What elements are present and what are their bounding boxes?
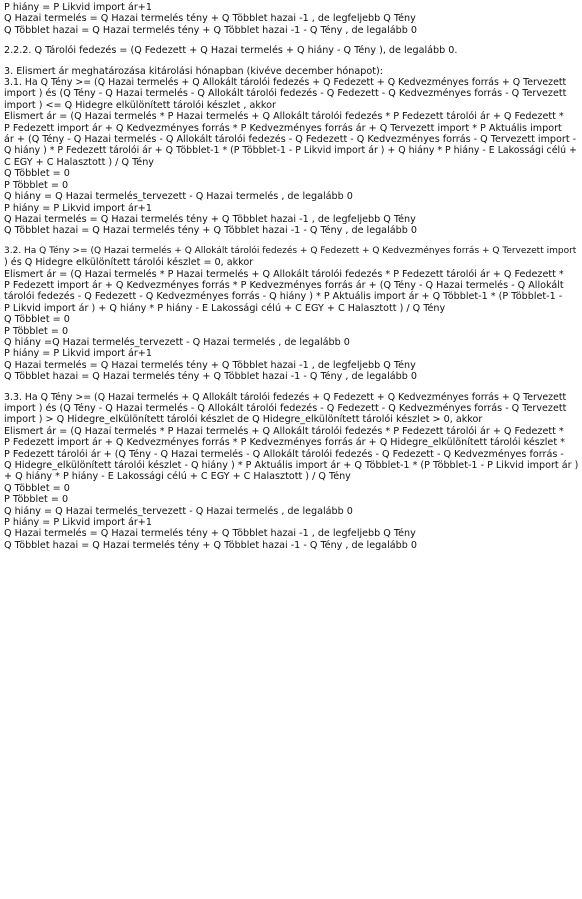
formula-line: Q Hazai termelés = Q Hazai termelés tény + Q Többlet hazai -1 , de legfeljebb Q Tény [4,13,416,25]
formula-line: P Többlet = 0 [4,179,69,191]
formula-line: P hiány = P Likvid import ár+1 [4,2,152,13]
formula-line: import ) > Q Hidegre_elkülönített tárolói készlet de Q Hidegre_elkülönített tárolói készlet > 0, akkor [4,414,483,426]
formula-line: Q Hidegre_elkülönített tárolói készlet - Q hiány ) * P Aktuális import ár + Q Többlet-1 * (P Többlet-1 - P Likvid import ár ) [4,460,579,472]
formula-line: P hiány = P Likvid import ár+1 [4,348,152,360]
formula-line: P Fedezett tárolói ár + (Q Tény - Q Hazai termelés - Q Allokált tárolói fedezés - Q Fedezett - Q Kedvezményes forrás - [4,448,564,460]
spacer [4,36,578,45]
formula-line: P Fedezett import ár + Q Kedvezményes forrás * P Kedvezményes forrás ár + Q Hidegre_elkülönített tárolói készlet * [4,437,565,449]
formula-line: Q Hazai termelés = Q Hazai termelés tény + Q Többlet hazai -1 , de legfeljebb Q Tény [4,359,416,371]
spacer [4,383,578,392]
formula-line: C EGY + C Halasztott ) / Q Tény [4,156,154,168]
formula-line: Q Többlet hazai = Q Hazai termelés tény + Q Többlet hazai -1 - Q Tény , de legalább 0 [4,225,417,237]
section-heading-3-2: 3.2. Ha Q Tény >= (Q Hazai termelés + Q Allokált tárolói fedezés + Q Fedezett + Q Kedvezményes forrás + Q Tervezett import [4,245,577,256]
formula-line: Q Többlet = 0 [4,168,70,180]
formula-line: import ) és (Q Tény - Q Hazai termelés - Q Allokált tárolói fedezés - Q Fedezett - Q Kedvezményes forrás - Q Tervezett [4,403,567,414]
section-heading-3: 3. Elismert ár meghatározása kitárolási hónapban (kivéve december hónapot): [4,65,383,77]
formula-line: Q hiány = Q Hazai termelés_tervezett - Q Hazai termelés , de legalább 0 [4,191,353,203]
spacer [4,57,578,66]
formula-line: Q Többlet = 0 [4,314,70,326]
formula-line: Q Többlet hazai = Q Hazai termelés tény + Q Többlet hazai -1 - Q Tény , de legalább 0 [4,371,417,383]
formula-line: P hiány = P Likvid import ár+1 [4,202,152,214]
formula-line: P Többlet = 0 [4,325,69,337]
formula-line: import ) <= Q Hidegre elkülönített tárolói készlet , akkor [4,99,276,111]
formula-line: Q Hazai termelés = Q Hazai termelés tény + Q Többlet hazai -1 , de legfeljebb Q Tény [4,213,416,225]
section-heading-2-2-2: 2.2.2. Q Tárolói fedezés = (Q Fedezett + Q Hazai termelés + Q hiány - Q Tény ), de legalább 0. [4,45,458,57]
spacer [4,237,578,246]
formula-line: P Fedezett import ár + Q Kedvezményes forrás * P Kedvezményes forrás ár + Q Tervezett import * P Aktuális import [4,122,562,134]
section-heading-3-3: 3.3. Ha Q Tény >= (Q Hazai termelés + Q Allokált tárolói fedezés + Q Fedezett + Q Kedvezményes forrás + Q Tervezett [4,391,567,403]
formula-line: tárolói fedezés - Q Fedezett - Q Kedvezményes forrás - Q hiány ) * P Aktuális import ár + Q Többlet-1 * (P Többlet-1 - [4,291,563,303]
section-heading-3-1: 3.1. Ha Q Tény >= (Q Hazai termelés + Q Allokált tárolói fedezés + Q Fedezett + Q Kedvezményes forrás + Q Tervezett [4,77,567,89]
formula-line: Elismert ár = (Q Hazai termelés * P Hazai termelés + Q Allokált tárolói fedezés * P Fedezett tárolói ár + Q Fedezett * [4,425,564,437]
formula-line: P Likvid import ár ) + Q hiány * P hiány - E Lakossági célú + C EGY + C Halasztott ) / Q Tény [4,302,446,314]
formula-line: P Többlet = 0 [4,494,69,506]
formula-line: P hiány = P Likvid import ár+1 [4,517,152,529]
formula-line: Q Többlet = 0 [4,482,70,494]
formula-line: ár + (Q Tény - Q Hazai termelés - Q Allokált tárolói fedezés - Q Fedezett - Q Kedvezményes forrás - Q Tervezett import - [4,134,577,146]
formula-line: Elismert ár = (Q Hazai termelés * P Hazai termelés + Q Allokált tárolói fedezés * P Fedezett tárolói ár + Q Fedezett * [4,111,564,123]
formula-line: Q hiány =Q Hazai termelés_tervezett - Q Hazai termelés , de legalább 0 [4,336,350,348]
formula-line: Q Többlet hazai = Q Hazai termelés tény + Q Többlet hazai -1 - Q Tény , de legalább 0 [4,539,417,551]
formula-line: Elismert ár = (Q Hazai termelés * P Hazai termelés + Q Allokált tárolói fedezés * P Fedezett tárolói ár + Q Fedezett * [4,268,564,280]
formula-line: + Q hiány * P hiány - E Lakossági célú + C EGY + C Halasztott ) / Q Tény [4,471,351,483]
formula-line: Q hiány = Q Hazai termelés_tervezett - Q Hazai termelés , de legalább 0 [4,505,353,517]
formula-line: Q Többlet hazai = Q Hazai termelés tény + Q Többlet hazai -1 - Q Tény , de legalább 0 [4,24,417,36]
formula-line: ) és Q Hidegre elkülönített tárolói készlet = 0, akkor [4,257,254,269]
formula-line: Q hiány ) * P Fedezett tárolói ár + Q Többlet-1 * (P Többlet-1 - P Likvid import ár ) + Q hiány * P hiány - E Lakossági célú + [4,145,577,157]
formula-line: Q Hazai termelés = Q Hazai termelés tény + Q Többlet hazai -1 , de legfeljebb Q Tény [4,528,416,540]
formula-line: import ) és (Q Tény - Q Hazai termelés - Q Allokált tárolói fedezés - Q Fedezett - Q Kedvezményes forrás - Q Tervezett [4,88,567,100]
formula-line: P Fedezett import ár + Q Kedvezményes forrás * P Kedvezményes forrás ár + (Q Tény - Q Hazai termelés - Q Allokált [4,279,564,291]
